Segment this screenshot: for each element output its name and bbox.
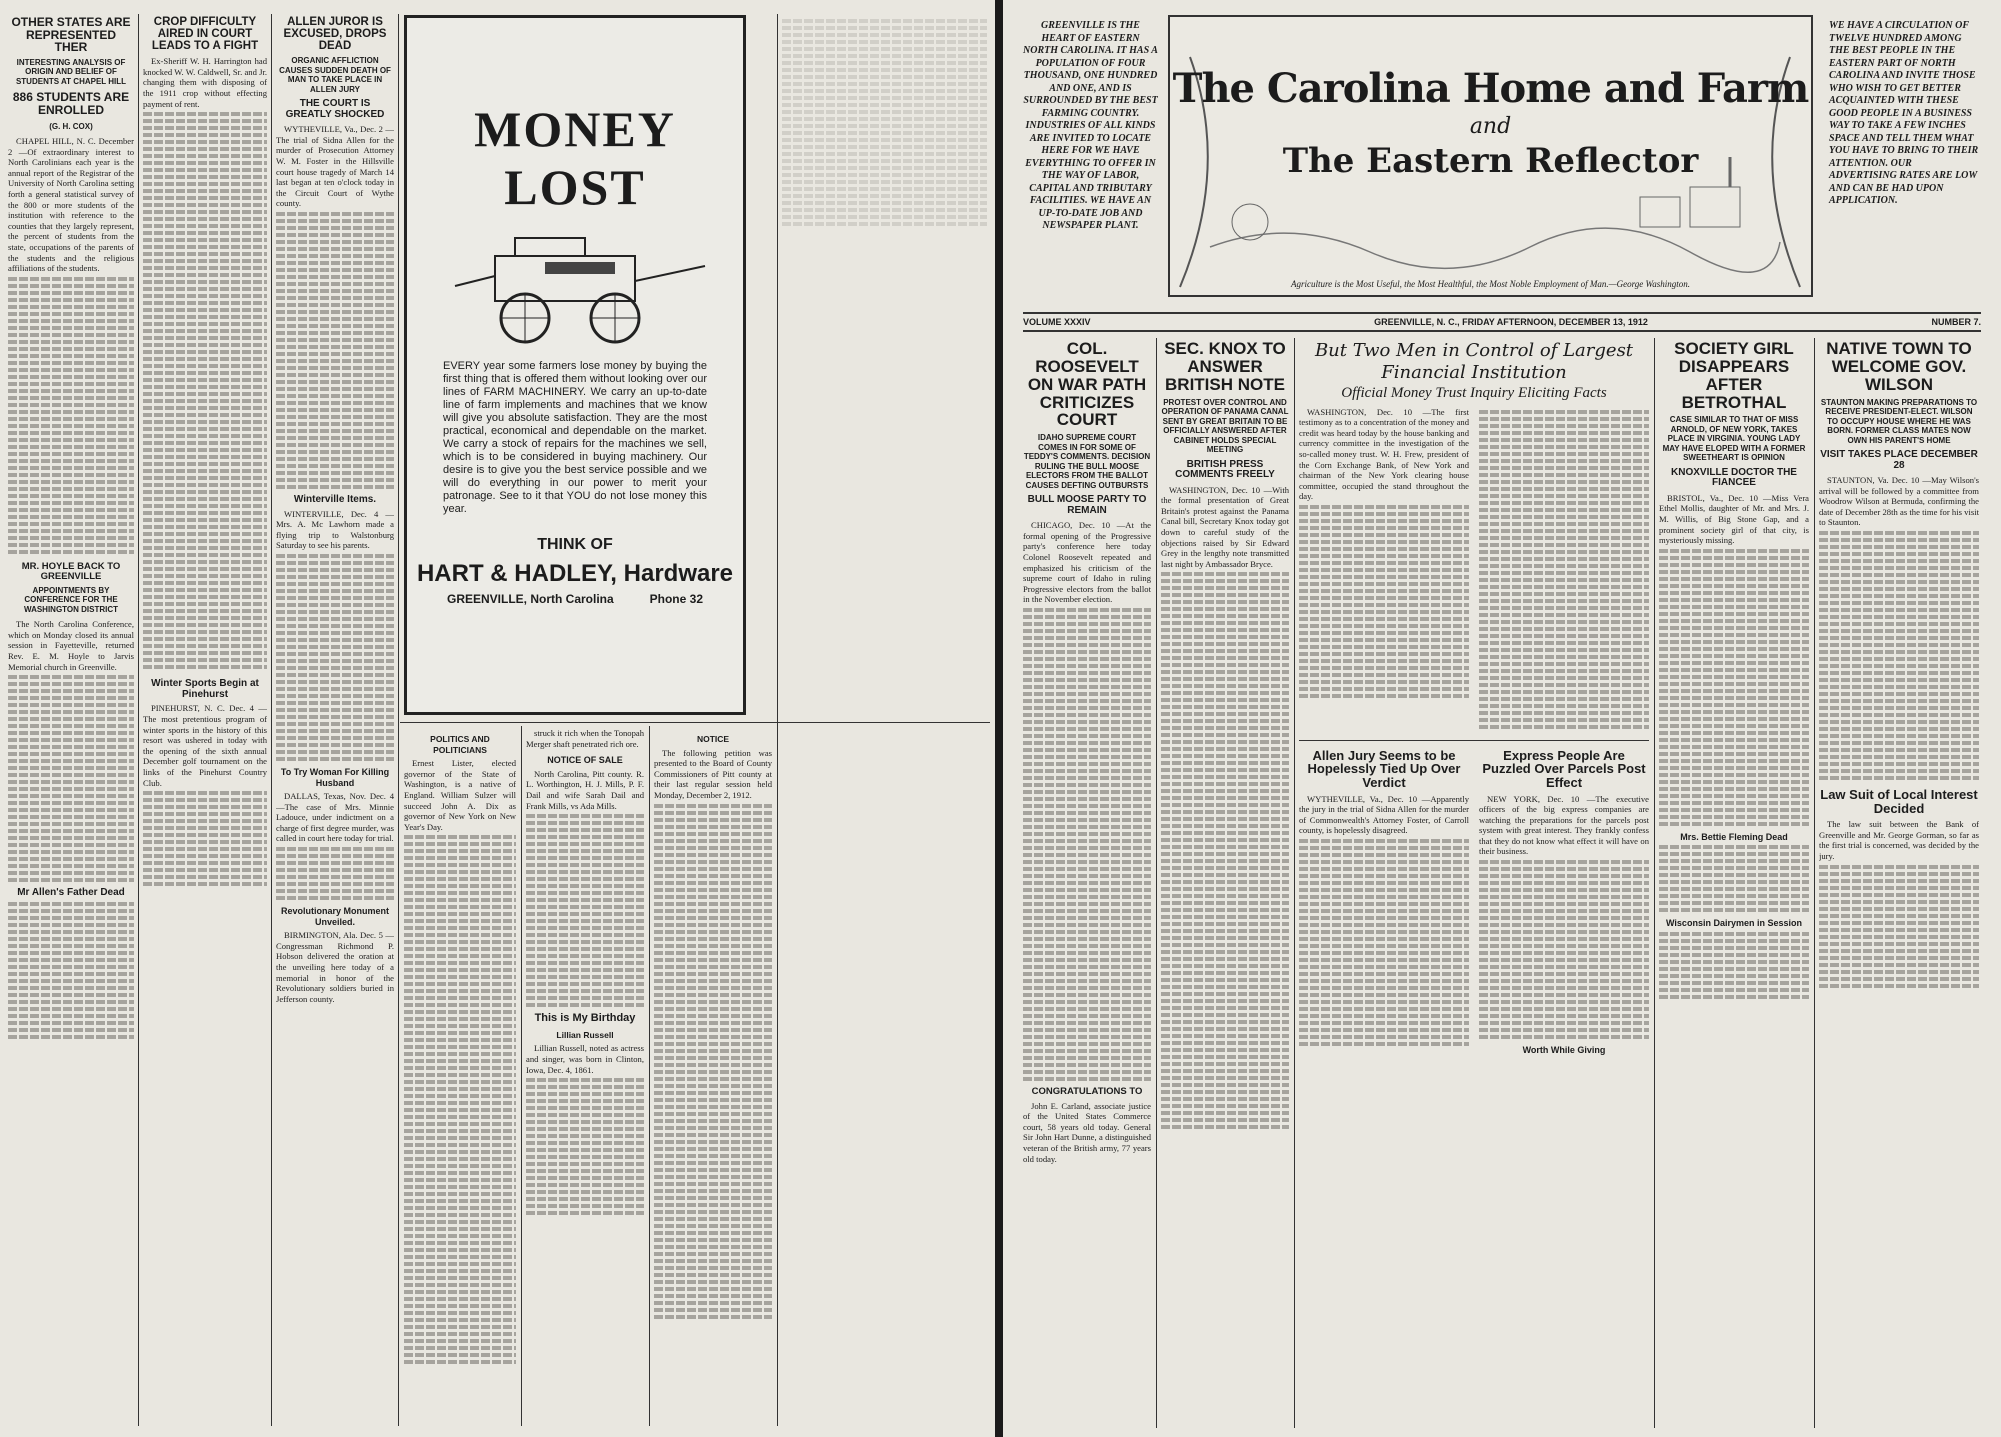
column-rule	[777, 14, 778, 1426]
subheadline: Official Money Trust Inquiry Eliciting Facts	[1341, 385, 1607, 401]
article-text: BIRMINGTON, Ala. Dec. 5 —Congressman Richmond P. Hobson delivered the oration at the unveiling here today of a memorial in honor of the Revolutionary soldiers buried in Jefferson county.	[276, 930, 394, 1004]
article-text: CHAPEL HILL, N. C. December 2 —Of extraordinary interest to North Carolinians each year is the annual report of the Registrar of the University of North Carolina setting forth a general statistical survey of the 800 or more students of the institution with reference to the counties that they largely represent, the percent of students from the state, occupations of the parents of the students and the religious affiliations of the students.	[8, 136, 134, 274]
headline: Mr Allen's Father Dead	[17, 887, 125, 899]
masthead-and: and	[1469, 114, 1512, 139]
column-rule	[1294, 338, 1295, 1428]
article-text: WYTHEVILLE, Va., Dec. 10 —Apparently the jury in the trial of Sidna Allen for the murder of Commonwealth's Attorney Foster, of Carroll county, is hopelessly disagreed.	[1299, 793, 1469, 836]
right-column-6	[1819, 340, 1979, 1428]
article-continuation	[1659, 549, 1809, 826]
subheadline: IDAHO SUPREME COURT COMES IN FOR SOME OF TEDDY'S COMMENTS. DECISION RULING THE BULL MOOSE ELECTORS FROM THE BALLOT CAUSES DEFTING OUTBURSTS	[1023, 433, 1151, 490]
column-rule	[1814, 338, 1815, 1428]
express-article	[1479, 749, 1649, 1059]
headline: Revolutionary Monument Unveiled.	[280, 906, 389, 927]
article-text: WYTHEVILLE, Va., Dec. 2 —The trial of Sidna Allen for the murder of Prosecution Attorney W. M. Foster in the Hillsville court house tragedy of March 14 last began at ten o'clock today in the Circuit Court of Wythe county.	[276, 124, 394, 209]
issue-number: NUMBER 7.	[1931, 317, 1981, 327]
article-continuation	[1659, 845, 1809, 912]
article-continuation	[1161, 572, 1289, 1129]
article-text: CHICAGO, Dec. 10 —At the formal opening of the Progressive party's conference here today Colonel Roosevelt repeated and emphasized his criticism of the supreme court of Idaho in ruling Progressive electors from the ballot in the November election.	[1023, 520, 1151, 605]
article-continuation	[143, 791, 267, 886]
headline: Winter Sports Begin at Pinehurst	[151, 678, 259, 700]
article-continuation	[143, 112, 267, 669]
headline: COL. ROOSEVELT ON WAR PATH CRITICIZES COURT	[1027, 340, 1147, 430]
left-column-6	[526, 728, 644, 1428]
subheadline: ORGANIC AFFLICTION CAUSES SUDDEN DEATH OF MAN TO TAKE PLACE IN ALLEN JURY	[279, 56, 391, 94]
article-continuation	[276, 554, 394, 761]
column-rule	[271, 14, 272, 1426]
two-column-lower	[1299, 749, 1649, 1059]
headline: Wisconsin Dairymen in Session	[1666, 918, 1802, 929]
article-text: The law suit between the Bank of Greenville and Mr. George Gorman, so far as the first trial is concerned, was decided by the jury.	[1819, 819, 1979, 862]
article-continuation	[526, 1078, 644, 1215]
headline: This is My Birthday	[534, 1012, 636, 1025]
article-continuation	[1299, 505, 1469, 698]
place-date: GREENVILLE, N. C., FRIDAY AFTERNOON, DECEMBER 13, 1912	[1374, 317, 1648, 327]
column-rule	[1156, 338, 1157, 1428]
masthead-right-box: WE HAVE A CIRCULATION OF TWELVE HUNDRED AMONG THE BEST PEOPLE IN THE EASTERN PART OF NORTH CAROLINA AND INVITE THOSE WHO WISH TO GET BETTER ACQUAINTED WITH THESE GOOD PEOPLE IN A BUSINESS WAY TO TAKE A FEW INCHES SPACE AND TELL THEM WHAT YOU HAVE TO BRING TO THEIR ATTENTION. OUR ADVERTISING RATES ARE LOW AND CAN BE HAD UPON APPLICATION.	[1829, 20, 1979, 206]
article-text: North Carolina, Pitt county. R. L. Worthington, H. J. Mills, P. F. Dail and wife Sarah Dail and Frank Mills, vs Ada Mills.	[526, 768, 644, 811]
headline: KNOXVILLE DOCTOR THE FIANCEE	[1671, 466, 1797, 489]
article-text: PINEHURST, N. C. Dec. 4 —The most pretentious program of winter sports in the history of this resort was ushered in today with the opening of the sixth annual December golf tournament on the links of the Pinehurst Country Club.	[143, 703, 267, 788]
article-continuation	[1819, 531, 1979, 780]
subheadline: STAUNTON MAKING PREPARATIONS TO RECEIVE PRESIDENT-ELECT. WILSON TO OCCUPY HOUSE WHERE HE WAS BORN. FORMER CLASS MATES NOW OWN HIS PARENT'S HOME	[1820, 397, 1978, 445]
article-text: John E. Carland, associate justice of the United States Commerce court, 58 years old today. General Sir John Hart Dunne, a distinguished veteran of the British army, 77 years old today.	[1023, 1100, 1151, 1164]
headline: 886 STUDENTS ARE ENROLLED	[12, 90, 130, 117]
dateline	[1023, 312, 1981, 332]
right-page	[1003, 0, 2001, 1437]
article-continuation	[1299, 839, 1469, 1046]
article-text: WINTERVILLE, Dec. 4 —Mrs. A. Mc Lawhorn made a flying trip to Walstonburg Saturday to see his parents.	[276, 508, 394, 551]
money-lost-advertisement	[404, 15, 746, 715]
headline: SOCIETY GIRL DISAPPEARS AFTER BETROTHAL	[1674, 340, 1794, 412]
article-text: DALLAS, Texas, Nov. Dec. 4 —The case of Mrs. Minnie Ladouce, under indictment on a charge of first degree murder, was called in court here today for trial.	[276, 791, 394, 844]
headline: POLITICS AND POLITICIANS	[430, 734, 490, 755]
article-continuation	[8, 902, 134, 1039]
right-column-2	[1161, 340, 1289, 1428]
column-rule	[649, 726, 650, 1426]
article-continuation	[1479, 410, 1649, 729]
article-continuation	[1819, 865, 1979, 988]
left-column-5	[404, 728, 516, 1428]
column-rule	[398, 14, 399, 1426]
column-rule	[138, 14, 139, 1426]
article-text: WASHINGTON, Dec. 10 —With the formal presentation of Great Britain's protest against the Panama Canal bill, Secretary Knox today got down to careful study of the objections raised by Sir Edward Grey in the lengthy note transmitted last night by Ambassador Bryce.	[1161, 484, 1289, 569]
ad-firm-name: HART & HADLEY, Hardware	[416, 560, 734, 587]
headline: THE COURT IS GREATLY SHOCKED	[285, 98, 385, 120]
ad-body: EVERY year some farmers lose money by buying the first thing that is offered them without looking over our lines of FARM MACHINERY. We carry an up-to-date line of farm implements and machines that we know will give you absolute satisfaction. They are the most practical, economical and dependable on the market. We carry a stock of repairs for the machines we sell, which is to be considered in buying machinery. Our desire is to give you the best service possible and we will do everything in our power to merit your patronage. See to it that YOU do not lose money this year.	[443, 360, 707, 515]
article-text: NEW YORK, Dec. 10 —The executive officers of the big express companies are watching the preparations for the parcels post system with great interest. They frankly confess that they do not know what effect it will have on their business.	[1479, 793, 1649, 857]
left-page-edge-column	[782, 16, 987, 1426]
headline: Mrs. Bettie Fleming Dead	[1680, 831, 1788, 842]
article-text: The North Carolina Conference, which on Monday closed its annual session in Fayetteville, returned Rev. E. M. Hoyle to Jarvis Memorial church in Greenville.	[8, 619, 134, 672]
masthead-motto: Agriculture is the Most Useful, the Most Healthful, the Most Noble Employment of Man.—George Washington.	[1291, 279, 1690, 289]
article-text: The following petition was presented to the Board of County Commissioners of Pitt county at their last regular session held Monday, December 2, 1912.	[654, 747, 772, 800]
right-column-5	[1659, 340, 1809, 1428]
article-text: STAUNTON, Va. Dec. 10 —May Wilson's arrival will be followed by a committee from Woodrow Wilson at Bermuda, confirming the date of December 28th as the time for his visit to Staunton.	[1819, 475, 1979, 528]
allen-jury-article	[1299, 749, 1469, 1059]
article-text: Ernest Lister, elected governor of the State of Washington, is a native of England. William Sulzer will succeed John A. Dix as governor of New York on New Year's Day.	[404, 758, 516, 832]
farm-machine-illustration	[435, 226, 715, 346]
headline: Allen Jury Seems to be Hopelessly Tied Up Over Verdict	[1307, 747, 1461, 790]
article-continuation	[276, 212, 394, 489]
body-right	[1479, 407, 1649, 732]
article-continuation	[8, 675, 134, 882]
ad-title: MONEY LOST	[474, 101, 676, 215]
headline: BULL MOOSE PARTY TO REMAIN	[1027, 494, 1147, 516]
article-continuation	[526, 814, 644, 1007]
article-continuation	[1023, 608, 1151, 1081]
headline: Winterville Items.	[293, 493, 377, 505]
article-continuation	[1479, 860, 1649, 1039]
right-column-3-4	[1299, 340, 1649, 1428]
masthead-title: The Carolina Home and Farm	[1172, 65, 1809, 112]
headline: OTHER STATES ARE REPRESENTED THER	[11, 16, 131, 55]
masthead-left-box: GREENVILLE IS THE HEART OF EASTERN NORTH CAROLINA. IT HAS A POPULATION OF FOUR THOUSAND, ONE HUNDRED AND ONE, AND IS SURROUNDED BY THE BEST FARMING COUNTRY. INDUSTRIES OF ALL KINDS ARE INVITED TO LOCATE HERE FOR WE HAVE EVERYTHING TO OFFER IN THE WAY OF LABOR, CAPITAL AND TRIBUTARY FACILITIES. WE HAVE AN UP-TO-DATE JOB AND NEWSPAPER PLANT.	[1023, 20, 1158, 231]
article-text: BRISTOL, Va., Dec. 10 —Miss Vera Ethel Mollis, daughter of Mr. and Mrs. J. M. Willis, of Big Stone Gap, and a prominent society girl of that city, is mysteriously missing.	[1659, 492, 1809, 546]
left-page	[0, 0, 995, 1437]
article-text: WASHINGTON, Dec. 10 —The first testimony as to a concentration of the money and credit was heard today by the house banking and currency committee in the investigation of the so-called money trust. W. H. Frew, president of the Corn Exchange Bank, of New York and chairman of the New York clearing house committee, occupied the stand throughout the day.	[1299, 406, 1469, 502]
article-continuation	[654, 804, 772, 1319]
ad-think-of: THINK OF	[537, 536, 613, 553]
masthead	[1168, 15, 1813, 297]
headline: NATIVE TOWN TO WELCOME GOV. WILSON	[1826, 340, 1972, 394]
ad-city: GREENVILLE, North Carolina	[447, 592, 614, 606]
headline: CONGRATULATIONS TO	[1031, 1085, 1143, 1097]
left-column-1	[8, 16, 134, 1426]
column-rule	[1654, 338, 1655, 1428]
article-text: Lillian Russell, noted as actress and singer, was born in Clinton, Iowa, Dec. 4, 1861.	[526, 1043, 644, 1075]
left-column-2	[143, 16, 267, 1426]
headline: ALLEN JUROR IS EXCUSED, DROPS DEAD	[283, 16, 387, 53]
headline: VISIT TAKES PLACE DECEMBER 28	[1820, 449, 1978, 471]
volume: VOLUME XXXIV	[1023, 317, 1091, 327]
headline: CROP DIFFICULTY AIRED IN COURT LEADS TO A FIGHT	[151, 16, 259, 53]
section-rule	[1299, 740, 1649, 741]
subheadline: CASE SIMILAR TO THAT OF MISS ARNOLD, OF NEW YORK, TAKES PLACE IN VIRGINIA. YOUNG LADY MAY HAVE ELOPED WITH A FORMER SWEETHEART IS OPINION	[1662, 415, 1806, 463]
headline: SEC. KNOX TO ANSWER BRITISH NOTE	[1164, 340, 1286, 394]
page-gutter	[995, 0, 1003, 1437]
headline: But Two Men in Control of Largest Financial Institution	[1314, 340, 1634, 383]
headline: BRITISH PRESS COMMENTS FREELY	[1175, 458, 1275, 481]
headline: Express People Are Puzzled Over Parcels Post Effect	[1482, 747, 1646, 790]
left-column-3	[276, 16, 394, 1426]
article-text: struck it rich when the Tonopah Merger shaft penetrated rich ore.	[526, 728, 644, 749]
byline: (G. H. COX)	[49, 122, 93, 132]
headline: To Try Woman For Killing Husband	[280, 766, 390, 788]
two-column-body	[1299, 407, 1649, 732]
subheadline: INTERESTING ANALYSIS OF ORIGIN AND BELIEF OF STUDENTS AT CHAPEL HILL	[15, 57, 127, 86]
subheadline: Lillian Russell	[556, 1029, 614, 1040]
article-continuation	[404, 835, 516, 1364]
subheadline: PROTEST OVER CONTROL AND OPERATION OF PANAMA CANAL SENT BY GREAT BRITAIN TO BE OFFICIALLY ANSWERED AFTER CABINET HOLDS SPECIAL MEETING	[1161, 397, 1289, 455]
ad-phone: Phone 32	[649, 592, 703, 606]
article-text: Ex-Sheriff W. H. Harrington had knocked W. W. Caldwell, Sr. and Jr. changing them with disposing of the 1911 crop without effecting payment of rent.	[143, 56, 267, 109]
body-left	[1299, 407, 1469, 732]
article-continuation	[782, 19, 987, 226]
headline: MR. HOYLE BACK TO GREENVILLE	[21, 560, 121, 582]
headline: Law Suit of Local Interest Decided	[1820, 787, 1978, 816]
left-column-7	[654, 728, 772, 1428]
column-rule	[521, 726, 522, 1426]
article-continuation	[1659, 932, 1809, 999]
article-continuation	[276, 847, 394, 900]
headline: NOTICE OF SALE	[547, 755, 623, 766]
right-column-1	[1023, 340, 1151, 1428]
article-continuation	[8, 277, 134, 554]
headline: NOTICE	[696, 734, 730, 744]
subheadline: APPOINTMENTS BY CONFERENCE FOR THE WASHINGTON DISTRICT	[23, 585, 119, 614]
headline: Worth While Giving	[1522, 1045, 1606, 1056]
masthead-subtitle: The Eastern Reflector	[1282, 141, 1699, 181]
ad-location	[407, 588, 743, 610]
